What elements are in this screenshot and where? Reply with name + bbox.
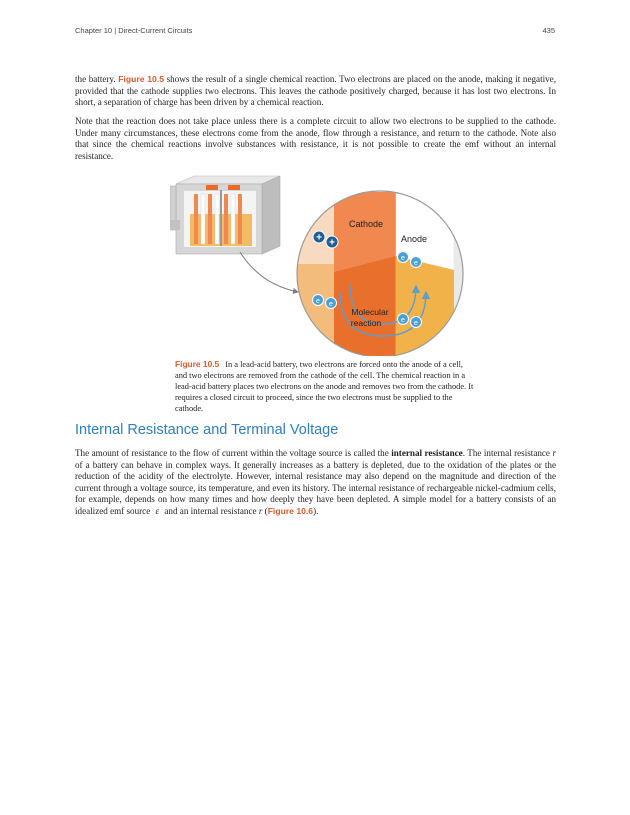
- paragraph-1-text-a: the battery.: [75, 74, 119, 84]
- term-internal-resistance: internal resistance: [391, 448, 463, 458]
- caption-label: Figure 10.5: [175, 359, 220, 369]
- battery-cutaway: [170, 176, 280, 254]
- electron: [398, 252, 409, 263]
- svg-text:+: +: [329, 237, 335, 249]
- paragraph-3-text: The amount of resistance to the flow of current within the voltage source is called the: [75, 448, 392, 458]
- section-heading: Internal Resistance and Terminal Voltage: [75, 422, 339, 438]
- figure-10-5-link[interactable]: Figure 10.5: [118, 74, 164, 84]
- svg-text:e: e: [414, 260, 418, 267]
- paragraph-3-text: of a battery can behave in complex ways. It generally increases as a battery is depleted, due to the oxidation of the plates or the reduction of the acidity of the electrolyte. However, internal resistance may also depend on the magnitude and direction of the current through a voltage source, its temperature, and even its history. The internal resistance of rechargeable nickel-cadmium cells, for example, depends on how many times and how deeply they have been depleted. A simple model for a battery consists of an idealized emf source: [75, 459, 556, 516]
- zoomed-cell: [290, 184, 470, 356]
- figure-10-5: [170, 174, 470, 356]
- paragraph-3-text: (: [262, 505, 268, 516]
- figure-caption: [175, 359, 475, 414]
- battery-illustration: [170, 174, 470, 356]
- anode-label: Anode: [400, 234, 428, 244]
- electron: [313, 295, 324, 306]
- svg-text:e: e: [316, 298, 320, 305]
- reaction-label: reaction: [350, 318, 382, 328]
- svg-text:e: e: [414, 320, 418, 327]
- electron: [326, 298, 337, 309]
- caption-text: In a lead-acid battery, two electrons are forced onto the anode of a cell, and two electrons are removed from the cathode of the cell. The chemical reaction in a lead-acid battery places two electrons on the anode and removes two from the cathode. It requires a closed circuit to proceed, since the two electrons must be supplied to the cathode.: [175, 360, 474, 413]
- variable-r: r: [552, 448, 556, 458]
- positive-charge: [326, 236, 338, 249]
- cathode-label: Cathode: [348, 219, 384, 229]
- positive-charge: [313, 231, 325, 244]
- variable-r: r: [258, 505, 263, 516]
- paragraph-1-text-b: shows the result of a single chemical reaction. Two electrons are placed on the anode, making it negative, provided that the cathode supplies two electrons. This leaves the cathode positively charged, because it has lost two electrons. In short, a separation of charge has been driven by a chemical reaction.: [75, 74, 556, 108]
- paragraph-3-text: and an internal resistance: [162, 505, 259, 516]
- paragraph-3: [75, 448, 556, 518]
- paragraph-3-text: . The internal resistance: [462, 448, 553, 458]
- svg-text:+: +: [316, 232, 322, 244]
- zoom-pointer-arrow: [240, 252, 298, 292]
- running-head: Chapter 10 | Direct-Current Circuits: [75, 26, 193, 35]
- page-number: 435: [542, 26, 555, 35]
- paragraph-1: [75, 74, 556, 109]
- svg-text:e: e: [329, 301, 333, 308]
- electron: [411, 317, 422, 328]
- svg-text:e: e: [401, 255, 405, 262]
- figure-10-6-link[interactable]: Figure 10.6: [267, 505, 314, 516]
- molecular-label: Molecular: [351, 307, 389, 317]
- paragraph-3-text: ).: [313, 505, 319, 516]
- svg-text:e: e: [401, 317, 405, 324]
- electron: [398, 314, 409, 325]
- electron: [411, 257, 422, 268]
- variable-emf: ε: [155, 505, 160, 516]
- paragraph-2: Note that the reaction does not take place unless there is a complete circuit to allow two electrons to be supplied to the cathode. Under many circumstances, these electrons come from the anode, flow through a resistance, and return to the cathode. Note also that since the chemical reactions involve substances with resistance, it is not possible to create the emf without an internal resistance.: [75, 116, 556, 161]
